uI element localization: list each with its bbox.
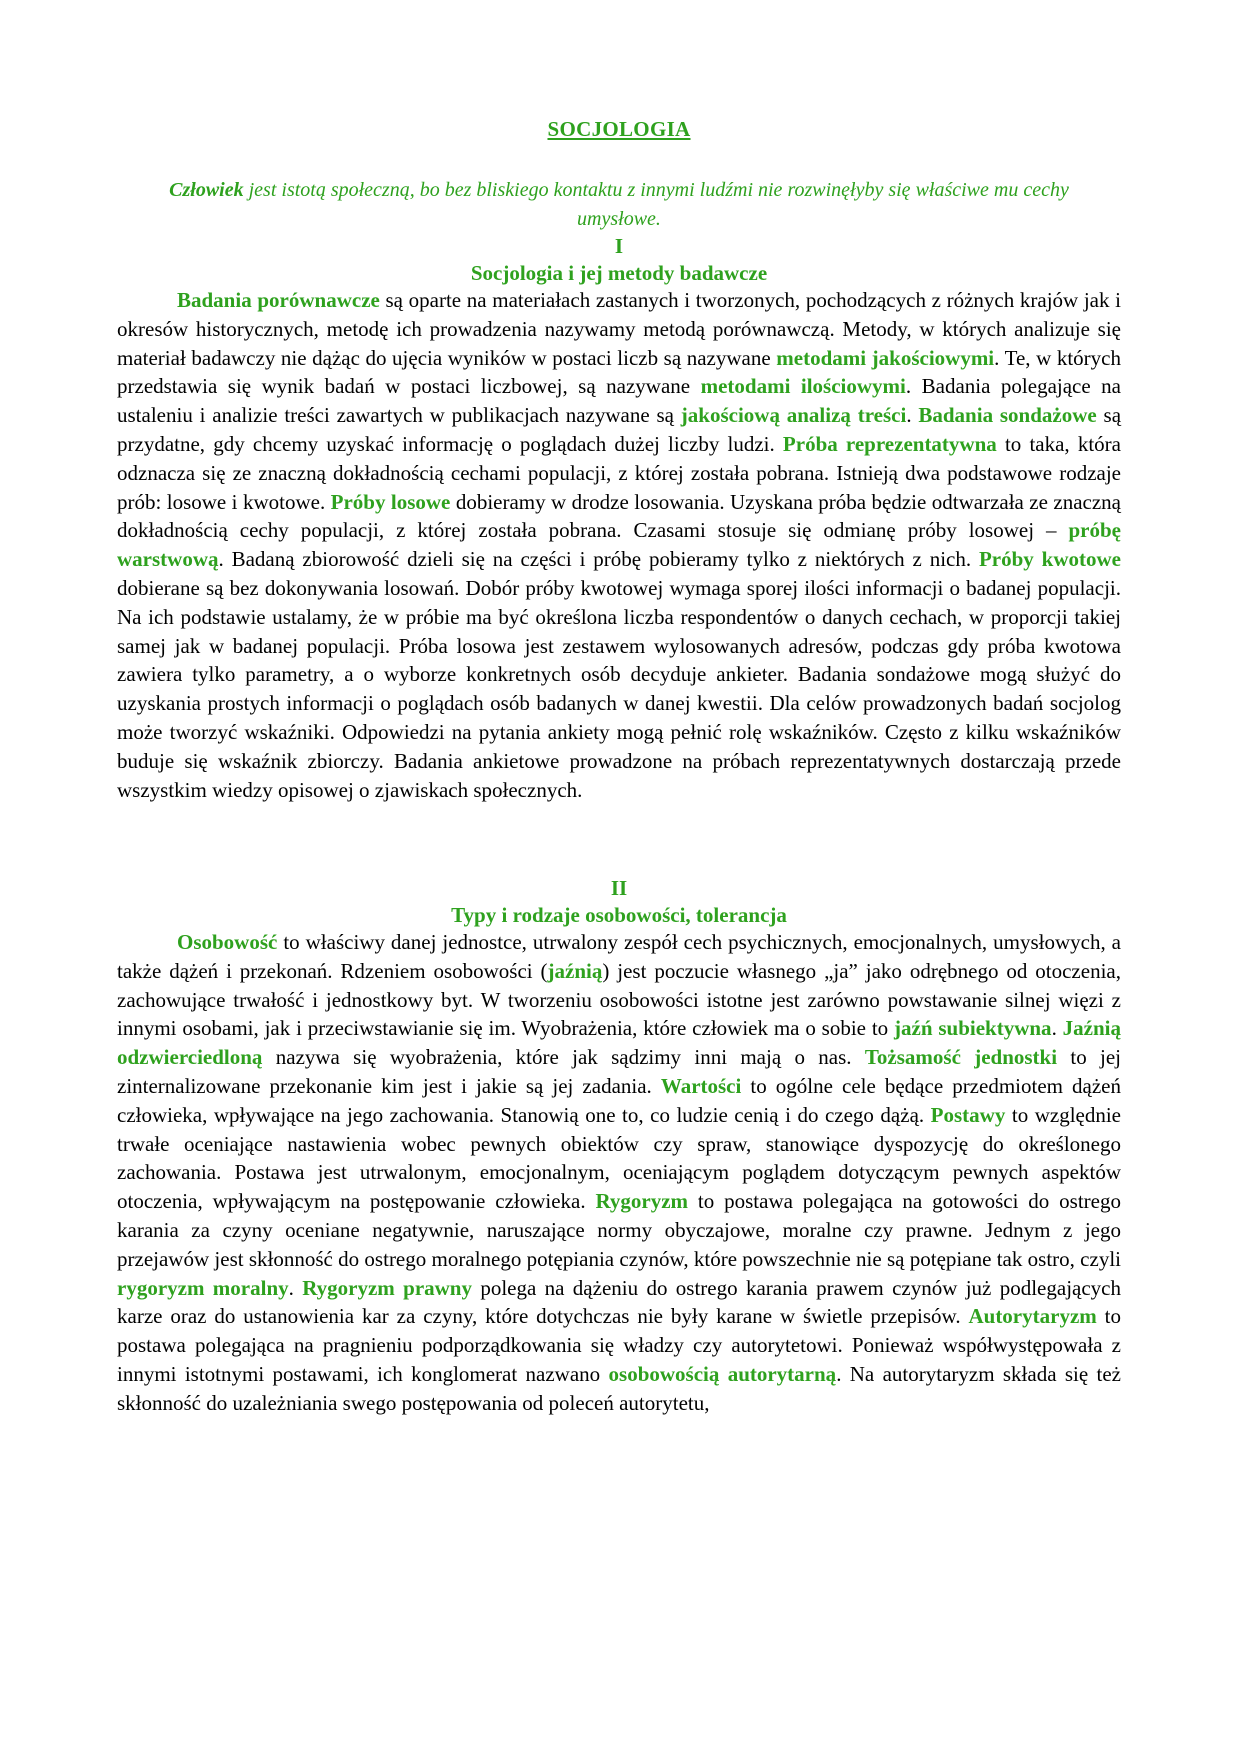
body-text: są przydatne, gdy chcemy uzyskać informację o poglądach dużej liczby ludzi. [117,403,1122,456]
body-text: dobieramy w drodze losowania. Uzyskana próba będzie odtwarzała ze znaczną dokładnością cechy populacji, z której została pobrana. Czasami stosuje się odmianę próby losowej – [117,489,1121,543]
body-text: . [906,403,919,428]
section-2-heading: Typy i rodzaje osobowości, tolerancja [451,903,787,927]
motto-keyword: Człowiek [169,179,244,201]
key-term: próbę warstwową [117,518,1121,572]
document-title: SOCJOLOGIA [547,117,691,141]
section-2-number: II [610,876,628,900]
body-text: . Badaną zbiorowość dzieli się na części i próbę pobieramy tylko z niektórych z nich. [218,547,979,572]
key-term: rygoryzm moralny [117,1275,289,1300]
section-1-number: I [614,234,624,258]
key-term: osobowością autorytarną [608,1361,837,1386]
body-text: polega na dążeniu do ostrego karania prawem czynów już podlegających karze oraz do ustanowienia kar za czyny, które dotychczas nie były karane w świetle przepisów. [117,1275,1121,1329]
body-text: . [288,1275,303,1300]
key-term: metodami jakościowymi [776,345,995,370]
key-term: metodami ilościowymi [700,374,906,399]
section-1-heading: Socjologia i jej metody badawcze [470,261,768,285]
key-term: jaźń subiektywna [894,1016,1052,1041]
body-text: są oparte na materiałach zastanych i tworzonych, pochodzących z różnych krajów jak i okresów historycznych, metodę ich prowadzenia nazywamy metodą porównawczą. Metody, w których analizuje się materiał badawczy nie dążąc do ujęcia wyników w postaci liczb są nazywane [117,288,1121,370]
key-term: Próby kwotowe [978,547,1121,572]
body-text: to postawa polegająca na pragnieniu podporządkowania się władzy czy autorytetowi. Ponieważ współwystępowała z innymi istotnymi postawami, ich konglomerat nazwano [117,1304,1121,1386]
body-text: . Te, w których przedstawia się wynik badań w postaci liczbowej, są nazywane [117,345,1121,399]
body-text: nazywa się wyobrażenia, które jak sądzimy inni mają o nas. [262,1045,865,1070]
motto-text: jest istotą społeczną, bo bez bliskiego kontaktu z innymi ludźmi nie rozwinęłyby się właściwe mu cechy umysłowe. [243,179,1069,230]
section-2-body [117,928,1121,1418]
key-term: jakościową analizą treści [680,403,907,428]
body-text: to właściwy danej jednostce, utrwalony zespół cech psychicznych, emocjonalnych, umysłowych, a także dążeń i przekonań. Rdzeniem osobowości ( [117,930,1121,983]
body-text: . Na autorytaryzm składa się też skłonność do uzależniania swego postępowania od poleceń autorytetu, [117,1361,1121,1415]
body-text: to postawa polegająca na gotowości do ostrego karania za czyny oceniane negatywnie, naruszające normy obyczajowe, moralne czy prawne. Jednym z jego przejawów jest skłonność do ostrego moralnego potępiania czynów, które powszechnie nie są potępiane tak ostro, czyli [117,1189,1121,1271]
body-text: . Badania polegające na ustaleniu i analizie treści zawartych w publikacjach nazywane są [117,374,1121,428]
key-term: Próba reprezentatywna [782,431,997,456]
key-term: Rygoryzm prawny [302,1275,472,1300]
body-text: to względnie trwałe oceniające nastawienia wobec pewnych obiektów czy spraw, stanowiące dyspozycję do określonego zachowania. Postawa jest utrwalonym, emocjonalnym, oceniającym poglądem dotyczącym pewnych aspektów otoczenia, wpływającym na postępowanie człowieka. [117,1102,1121,1214]
section-1-body [117,286,1121,804]
key-term: Autorytaryzm [968,1304,1097,1329]
body-text: ) jest poczucie własnego „ja” jako odrębnego od otoczenia, zachowujące trwałość i jednostkowy byt. W tworzeniu osobowości istotne jest zarówno powstawanie silnej więzi z innymi osobami, jak i przeciwstawianie się im. Wyobrażenia, które człowiek ma o sobie to [117,958,1121,1041]
key-term: Osobowość [177,930,278,954]
key-term: Wartości [660,1073,742,1098]
body-text: dobierane są bez dokonywania losowań. Dobór próby kwotowej wymaga sporej ilości informacji o badanej populacji. Na ich podstawie ustalamy, że w próbie ma być określona liczba respondentów o danych cechach, w proporcji takiej samej jak w badanej populacji. Próba losowa jest zestawem wylosowanych adresów, podczas gdy próba kwotowa zawiera tylko parametry, a o wyborze konkretnych osób decyduje ankieter. Badania sondażowe mogą służyć do uzyskania prostych informacji o poglądach osób badanych w danej kwestii. Dla celów prowadzonych badań socjolog może tworzyć wskaźniki. Odpowiedzi na pytania ankiety mogą pełnić rolę wskaźników. Często z kilku wskaźników buduje się wskaźnik zbiorczy. Badania ankietowe prowadzone na próbach reprezentatywnych dostarczają przede wszystkim wiedzy opisowej o zjawiskach społecznych. [117,575,1121,802]
body-text: to jej zinternalizowane przekonanie kim jest i jakie są jej zadania. [117,1045,1121,1098]
key-term: Badania sondażowe [918,403,1097,428]
key-term: Jaźnią odzwierciedloną [117,1016,1121,1070]
body-text: to ogólne cele będące przedmiotem dążeń człowieka, wpływające na jego zachowania. Stanowią one to, co ludzie cenią i do czego dążą. [117,1073,1122,1127]
key-term: Badania porównawcze [177,288,380,312]
key-term: jaźnią [547,958,603,983]
body-text: . [1051,1016,1063,1041]
key-term: Próby losowe [330,489,451,514]
key-term: Tożsamość jednostki [864,1045,1058,1070]
key-term: Rygoryzm [595,1189,689,1214]
body-text: to taka, która odznacza się ze znaczną dokładnością cechami populacji, z której została pobrana. Istnieją dwa podstawowe rodzaje prób: losowe i kwotowe. [117,431,1121,514]
motto [147,176,1091,234]
key-term: Postawy [930,1102,1006,1127]
